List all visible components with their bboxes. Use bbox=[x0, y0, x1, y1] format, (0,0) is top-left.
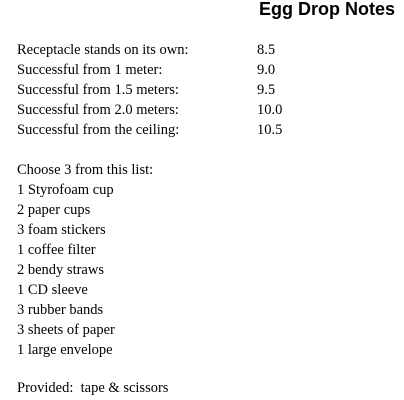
material-item: 3 rubber bands bbox=[17, 302, 104, 318]
material-item: 2 paper cups bbox=[17, 202, 91, 218]
materials-heading: Choose 3 from this list: bbox=[17, 162, 154, 178]
material-item: 1 CD sleeve bbox=[17, 282, 88, 298]
provided-note: Provided: tape & scissors bbox=[17, 380, 169, 396]
document-title: Egg Drop Notes bbox=[259, 0, 396, 19]
score-label: Successful from the ceiling: bbox=[17, 122, 180, 138]
score-label: Successful from 1.5 meters: bbox=[17, 82, 179, 98]
score-value: 10.0 bbox=[257, 102, 283, 118]
score-value: 10.5 bbox=[257, 122, 283, 138]
score-list bbox=[17, 40, 397, 140]
material-item: 1 Styrofoam cup bbox=[17, 182, 114, 198]
material-item: 1 coffee filter bbox=[17, 242, 96, 258]
materials-section bbox=[17, 160, 153, 360]
material-item: 3 sheets of paper bbox=[17, 322, 115, 338]
score-label: Successful from 2.0 meters: bbox=[17, 102, 179, 118]
score-row bbox=[17, 60, 397, 80]
score-value: 8.5 bbox=[257, 42, 276, 58]
score-value: 9.5 bbox=[257, 82, 276, 98]
score-value: 9.0 bbox=[257, 62, 276, 78]
material-item: 2 bendy straws bbox=[17, 262, 104, 278]
material-item: 1 large envelope bbox=[17, 342, 113, 358]
score-row bbox=[17, 40, 397, 60]
material-item: 3 foam stickers bbox=[17, 222, 106, 238]
score-row bbox=[17, 80, 397, 100]
score-label: Receptacle stands on its own: bbox=[17, 42, 189, 58]
score-label: Successful from 1 meter: bbox=[17, 62, 163, 78]
score-row bbox=[17, 120, 397, 140]
score-row bbox=[17, 100, 397, 120]
